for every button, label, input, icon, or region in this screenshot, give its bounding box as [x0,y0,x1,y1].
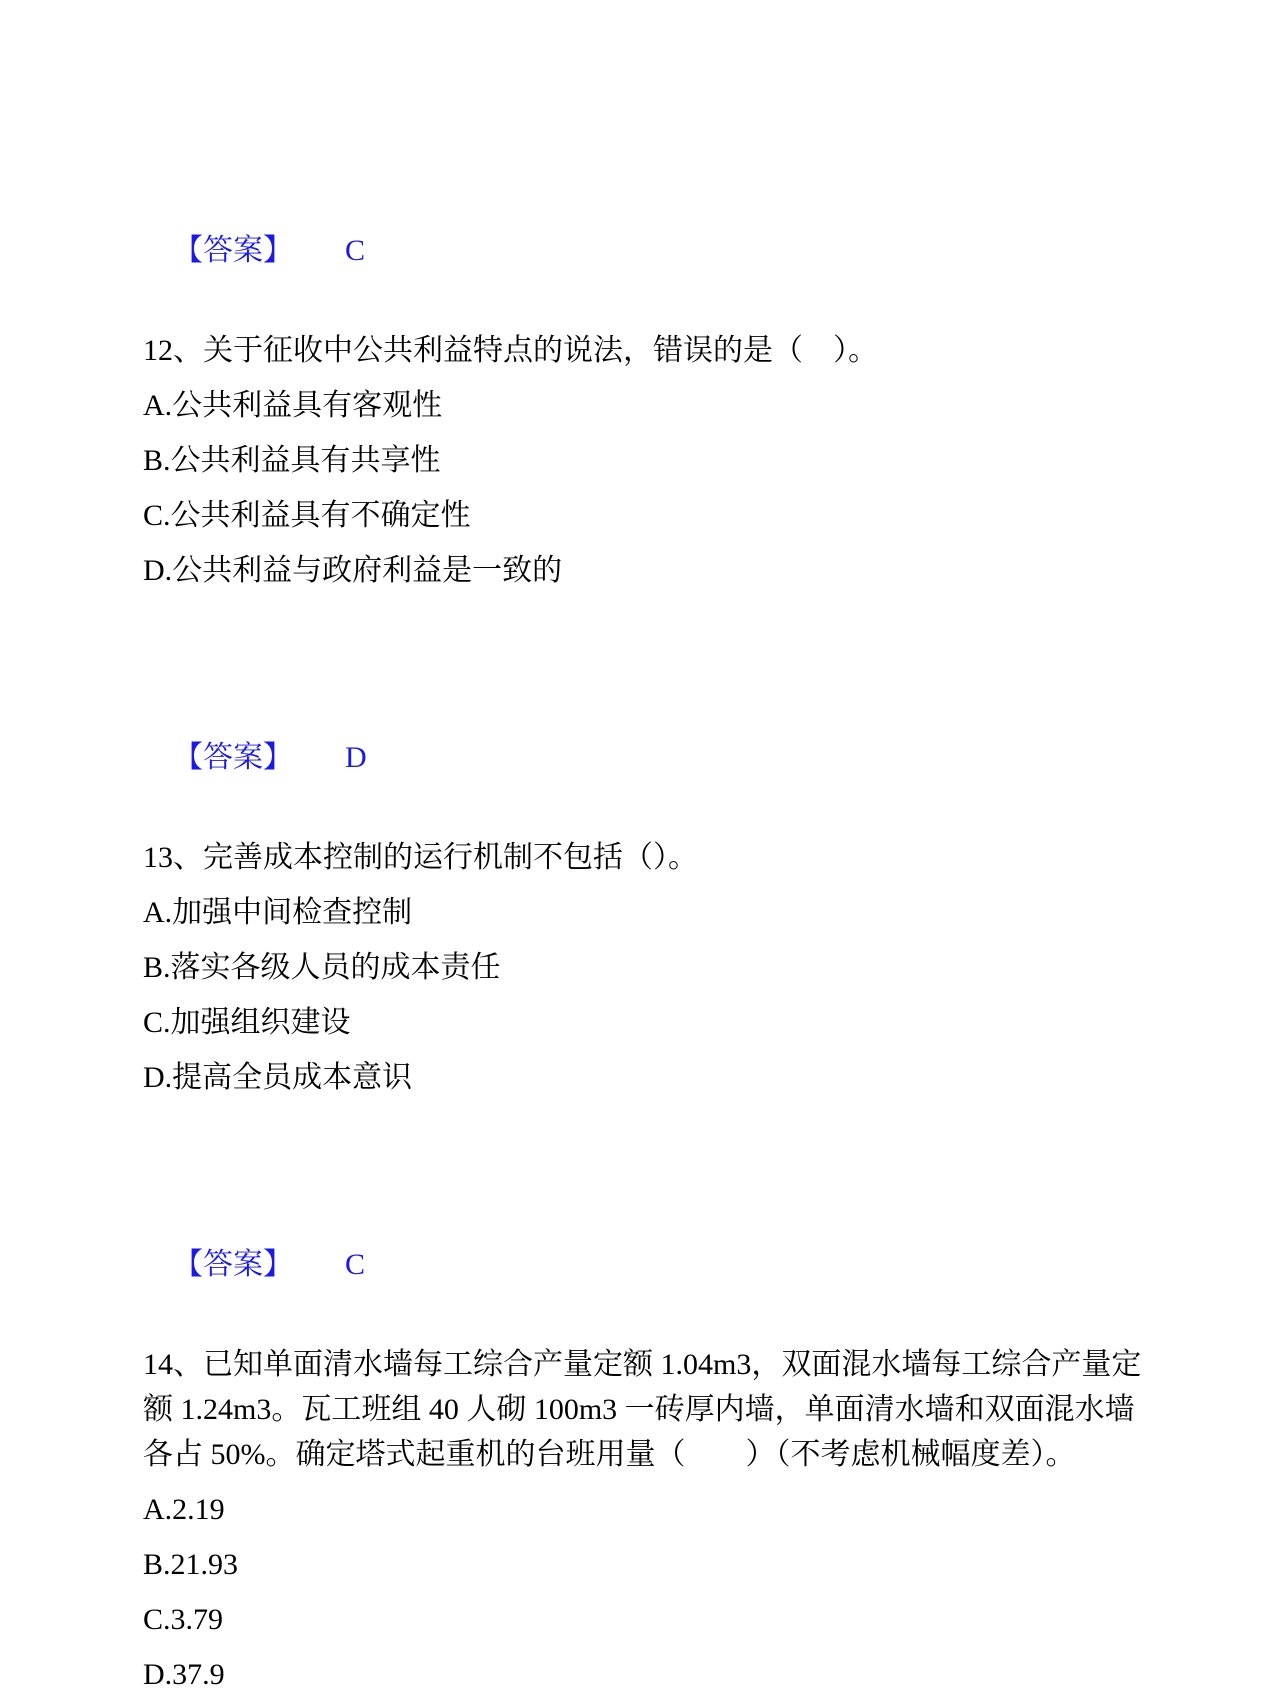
question-option-a: A.公共利益具有客观性 [143,389,443,422]
question-option-c: C.公共利益具有不确定性 [143,499,471,532]
answer-value: C [345,234,366,267]
question-14 [143,1342,1180,1477]
question-stem-line-2: 额 1.24m3。瓦工班组 40 人砌 100m3 一砖厚内墙，单面清水墙和双面混水墙 [143,1393,1135,1426]
question-option-c: C.3.79 [143,1603,224,1636]
answer-line [143,183,1180,318]
question-13 [143,835,1180,880]
answer-label: 【答案】 [173,1248,293,1281]
question-option-c: C.加强组织建设 [143,1006,351,1039]
question-12 [143,328,1180,373]
answer-label: 【答案】 [173,741,293,774]
answer-value: C [345,1248,366,1281]
question-option-b: B.21.93 [143,1548,239,1581]
question-option-a: A.2.19 [143,1493,225,1526]
question-stem-line-1: 14、已知单面清水墙每工综合产量定额 1.04m3，双面混水墙每工综合产量定 [143,1348,1142,1381]
question-option-a: A.加强中间检查控制 [143,896,413,929]
question-stem: 13、完善成本控制的运行机制不包括（）。 [143,841,698,874]
question-stem-line-3: 各占 50%。确定塔式起重机的台班用量（ ）（不考虑机械幅度差）。 [143,1438,1076,1471]
question-option-b: B.公共利益具有共享性 [143,444,441,477]
answer-line [143,690,1180,825]
question-option-d: D.37.9 [143,1658,225,1691]
question-option-b: B.落实各级人员的成本责任 [143,951,501,984]
question-option-d: D.公共利益与政府利益是一致的 [143,554,563,587]
question-stem: 12、关于征收中公共利益特点的说法，错误的是（ ）。 [143,334,878,367]
answer-label: 【答案】 [173,234,293,267]
answer-value: D [345,741,367,774]
question-option-d: D.提高全员成本意识 [143,1061,413,1094]
answer-line [143,1197,1180,1332]
